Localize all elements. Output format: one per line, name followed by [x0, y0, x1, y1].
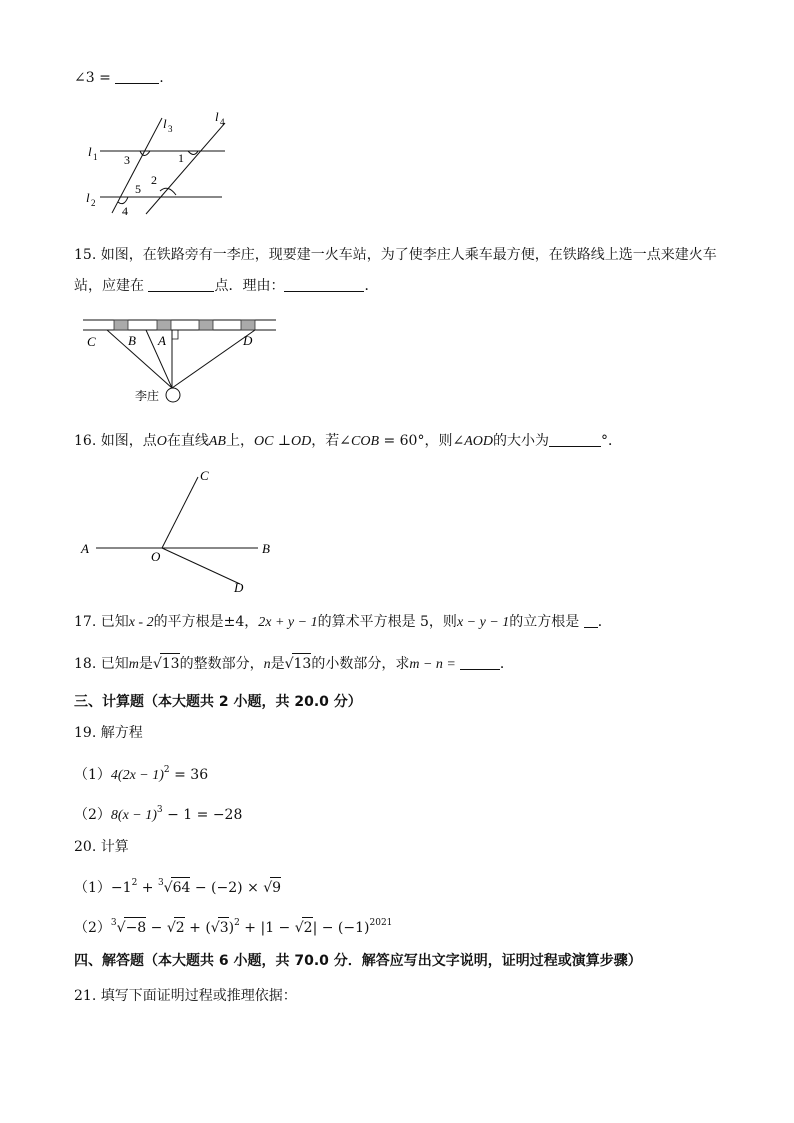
q17-d: 的立方根是 [509, 614, 584, 630]
q17-e: ． [597, 614, 612, 630]
exp: 2 [163, 765, 170, 775]
point-B: B [128, 333, 136, 348]
answer-blank [584, 613, 598, 628]
angle-3-label: 3 [124, 153, 130, 167]
q16-O: O [156, 434, 167, 449]
q17-a: 17. 已知 [74, 614, 129, 630]
angle-4-label: 4 [122, 204, 128, 218]
q16-AB: AB [208, 434, 226, 449]
q17-text [74, 612, 612, 633]
q17-expr3: x − y − 1 [456, 615, 510, 630]
q18-d: 是 [270, 656, 285, 672]
rhs: − 1 = −28 [162, 807, 243, 823]
angle-1-label: 1 [178, 151, 184, 165]
q20-part1 [74, 873, 281, 898]
q14-text: ∠3 = [74, 70, 116, 86]
q17-expr2: 2x + y − 1 [258, 615, 318, 630]
railway-figure [80, 312, 280, 407]
label-l4-sub: 4 [220, 117, 225, 127]
label-l4: l [215, 109, 219, 124]
eq: 4(2x − 1) [110, 768, 164, 783]
point-B: B [262, 541, 270, 556]
q17-c: 的算术平方根是 5，则 [317, 614, 457, 630]
label-l1: l [88, 144, 92, 159]
answer-blank [284, 277, 364, 292]
sqrt-13: √13 [153, 656, 180, 672]
root-index: 3 [157, 878, 164, 888]
answer-blank [148, 277, 214, 292]
label: （2） [74, 920, 111, 936]
q21-text: 21. 填写下面证明过程或推理依据： [74, 988, 297, 1004]
term: −1 [110, 880, 132, 896]
exp: 3 [156, 805, 163, 815]
point-A: A [81, 541, 89, 556]
q18-c: 的整数部分， [179, 656, 264, 672]
rhs: = 36 [169, 767, 209, 783]
q15-text-a: 站，应建在 [74, 278, 149, 294]
eq: 8(x − 1) [110, 808, 157, 823]
sqrt: √3 [211, 920, 229, 936]
exp: 2 [131, 878, 138, 888]
parallel-lines-figure [80, 108, 240, 223]
exp: 2021 [369, 918, 393, 928]
term: ) [228, 920, 235, 936]
q14-answer-line [74, 68, 164, 88]
term: | − (−1) [312, 920, 370, 936]
answer-blank [460, 655, 500, 670]
label-l2-sub: 2 [91, 198, 96, 208]
q16-text [74, 431, 622, 452]
q16-f: 的大小为 [492, 433, 549, 449]
point-D: D [234, 580, 244, 595]
root-index: 3 [110, 918, 117, 928]
q19-title: 19. 解方程 [74, 725, 143, 741]
sqrt: √9 [263, 880, 281, 896]
angle-figure [78, 462, 288, 597]
point-D: D [243, 333, 253, 348]
q16-OC: OC [253, 434, 274, 449]
answer-blank [115, 69, 159, 84]
cube-root: √−8 [117, 920, 147, 936]
q19-part2 [74, 800, 242, 826]
q18-expr: m − n = [409, 657, 456, 672]
q18-b: 是 [138, 656, 153, 672]
q16-c: 上， [225, 433, 254, 449]
q16-d: ，若∠ [311, 433, 351, 449]
sqrt-13: √13 [285, 656, 312, 672]
q17-b: 的平方根是±4， [153, 614, 259, 630]
label-l3: l [163, 116, 167, 131]
q15-line2 [74, 276, 378, 296]
section-4-heading: 四、解答题（本大题共 6 小题，共 70.0 分．解答应写出文字说明，证明过程或演算步骤） [74, 953, 642, 969]
q15-end: ． [364, 278, 379, 294]
point-O: O [151, 549, 161, 564]
q17-expr1: x - 2 [128, 615, 154, 630]
q16-b: 在直线 [166, 433, 209, 449]
q18-n: n [263, 657, 271, 672]
q19-part1 [74, 760, 208, 786]
q16-a: 16. 如图，点 [74, 433, 157, 449]
q16-COB: COB [351, 434, 379, 449]
q20-title: 20. 计算 [74, 839, 129, 855]
q18-m: m [128, 657, 139, 672]
q16-e: = 60°，则∠ [379, 433, 465, 449]
q18-text [74, 653, 514, 675]
cube-root: √64 [164, 880, 191, 896]
label: （1） [74, 880, 111, 896]
angle-5-label: 5 [135, 182, 141, 196]
section-3-heading: 三、计算题（本大题共 2 小题，共 20.0 分） [74, 694, 362, 710]
q16-g: °． [600, 433, 622, 449]
sqrt: √2 [295, 920, 313, 936]
angle-2-label: 2 [151, 173, 157, 187]
label-l1-sub: 1 [93, 152, 98, 162]
q18-f: ． [499, 656, 514, 672]
label: （1） [74, 767, 111, 783]
q18-a: 18. 已知 [74, 656, 129, 672]
q14-end: . [159, 70, 164, 86]
q15-text-b: 点．理由： [214, 278, 285, 294]
point-A: A [158, 333, 166, 348]
term: − [146, 920, 167, 936]
label-l3-sub: 3 [168, 124, 173, 134]
term: − (−2) × [190, 880, 264, 896]
exp: 2 [234, 918, 240, 928]
q20-part2 [74, 913, 392, 938]
point-C: C [200, 468, 209, 483]
point-C: C [87, 334, 96, 349]
term: + ( [184, 920, 211, 936]
q16-AOD: AOD [464, 434, 493, 449]
term: + |1 − [239, 920, 295, 936]
q16-perp: ⊥ [273, 433, 292, 449]
village-label: 李庄 [135, 389, 160, 403]
label-l2: l [86, 190, 90, 205]
q18-e: 的小数部分，求 [311, 656, 410, 672]
plus: + [137, 880, 158, 896]
sqrt: √2 [167, 920, 185, 936]
q15-line1: 15. 如图，在铁路旁有一李庄，现要建一火车站，为了使李庄人乘车最方便，在铁路线上选一点来建火车 [74, 247, 717, 263]
answer-blank [549, 432, 601, 447]
label: （2） [74, 807, 111, 823]
q16-OD: OD [291, 434, 312, 449]
